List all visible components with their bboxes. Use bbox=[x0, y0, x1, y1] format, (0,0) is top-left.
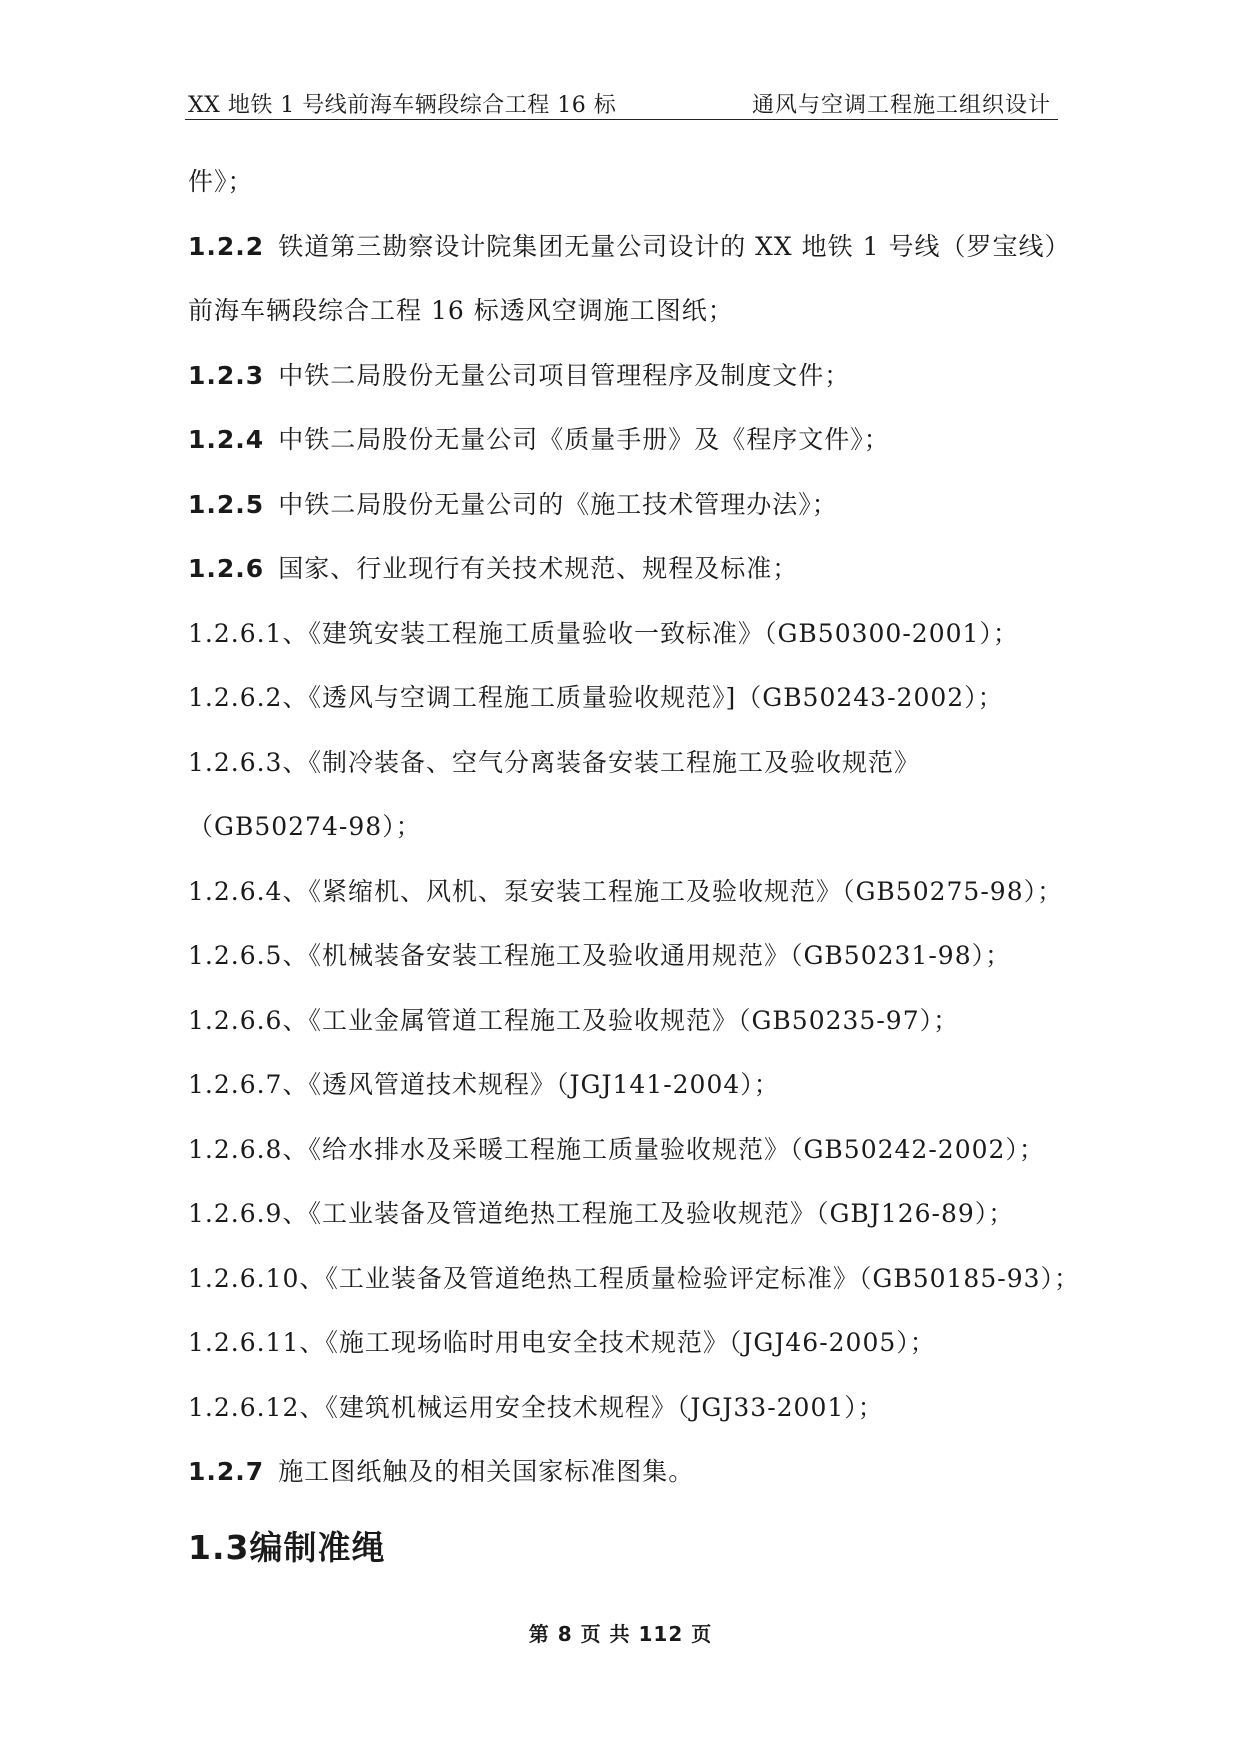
continuation-line: 件》； bbox=[188, 167, 254, 196]
clause-1-2-2 bbox=[188, 215, 1071, 280]
clause-1-2-6 bbox=[188, 537, 1068, 602]
clause-1-2-2-continued: 前海车辆段综合工程 16 标透风空调施工图纸； bbox=[188, 296, 734, 325]
document-body bbox=[188, 150, 1081, 1591]
clause-number: 1.2.7 bbox=[188, 1457, 265, 1486]
standard-item-4: 1.2.6.4、《紧缩机、风机、泵安装工程施工及验收规范》（GB50275-98）； bbox=[188, 876, 1064, 906]
header-project-title: XX 地铁 1 号线前海车辆段综合工程 16 标 bbox=[188, 93, 617, 118]
section-title: 编制准绳 bbox=[249, 1527, 386, 1567]
clause-1-2-4 bbox=[188, 408, 1068, 473]
standard-item-10: 1.2.6.10、《工业装备及管道绝热工程质量检验评定标准》（GB50185-93）； bbox=[188, 1263, 1081, 1293]
standard-item-6: 1.2.6.6、《工业金属管道工程施工及验收规范》（GB50235-97）； bbox=[188, 1005, 960, 1035]
standard-item-3-continued: （GB50274-98）； bbox=[188, 812, 422, 841]
standard-item-3: 1.2.6.3、《制冷装备、空气分离装备安装工程施工及验收规范》 bbox=[188, 747, 920, 777]
section-heading-1-3 bbox=[188, 1505, 1068, 1591]
clause-number: 1.2.5 bbox=[188, 489, 265, 519]
standard-item-9: 1.2.6.9、《工业装备及管道绝热工程施工及验收规范》（GBJ126-89）； bbox=[188, 1199, 1015, 1228]
header-document-title: 通风与空调工程施工组织设计 bbox=[751, 93, 1051, 118]
standard-item-11: 1.2.6.11、《施工现场临时用电安全技术规范》（JGJ46-2005）； bbox=[188, 1328, 936, 1357]
clause-text: 铁道第三勘察设计院集团无量公司设计的 XX 地铁 1 号线（罗宝线） bbox=[278, 231, 1071, 261]
standard-item-2: 1.2.6.2、《透风与空调工程施工质量验收规范》]（GB50243-2002）； bbox=[188, 683, 1004, 712]
clause-number: 1.2.3 bbox=[188, 360, 265, 390]
standard-item-5: 1.2.6.5、《机械装备安装工程施工及验收通用规范》（GB50231-98）； bbox=[188, 941, 1012, 970]
standard-item-7: 1.2.6.7、《透风管道技术规程》（JGJ141-2004）； bbox=[188, 1070, 780, 1099]
section-number: 1.3 bbox=[188, 1527, 250, 1567]
clause-1-2-5 bbox=[188, 473, 1068, 538]
clause-text: 中铁二局股份无量公司项目管理程序及制度文件； bbox=[278, 360, 851, 390]
clause-1-2-7 bbox=[188, 1440, 1068, 1505]
standard-item-8: 1.2.6.8、《给水排水及采暖工程施工质量验收规范》（GB50242-2002）； bbox=[188, 1134, 1045, 1164]
clause-1-2-3 bbox=[188, 344, 1068, 409]
standard-item-12: 1.2.6.12、《建筑机械运用安全技术规程》（JGJ33-2001）； bbox=[188, 1392, 884, 1422]
standard-item-1: 1.2.6.1、《建筑安装工程施工质量验收一致标准》（GB50300-2001）； bbox=[188, 618, 1019, 648]
clause-text: 国家、行业现行有关技术规范、规程及标准； bbox=[278, 554, 799, 583]
clause-text: 中铁二局股份无量公司的《施工技术管理办法》； bbox=[278, 489, 838, 519]
clause-number: 1.2.6 bbox=[188, 554, 265, 583]
page-number-footer: 第 8 页 共 112 页 bbox=[528, 1622, 713, 1646]
header-divider bbox=[185, 119, 1058, 120]
clause-text: 中铁二局股份无量公司《质量手册》及《程序文件》； bbox=[278, 425, 890, 454]
clause-text: 施工图纸触及的相关国家标准图集。 bbox=[278, 1457, 695, 1486]
clause-number: 1.2.4 bbox=[188, 425, 265, 454]
clause-number: 1.2.2 bbox=[188, 231, 265, 261]
